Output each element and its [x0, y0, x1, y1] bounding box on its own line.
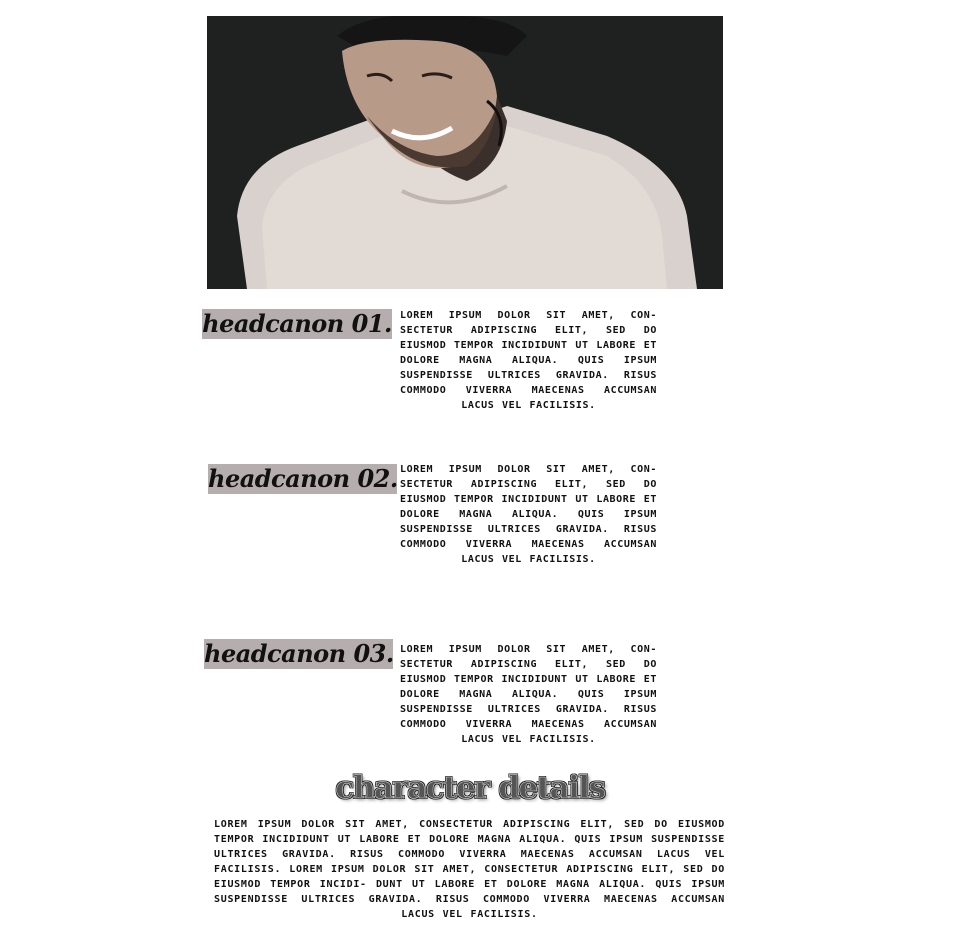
- headcanon-03-text: LOREM IPSUM DOLOR SIT AMET, CON- SECTETUR ADIPISCING ELIT, SED DO EIUSMOD TEMPOR INCIDIDUNT UT LABORE ET DOLORE MAGNA ALIQUA. QUIS IPSUM SUSPENDISSE ULTRICES GRAVIDA. RISUS COMMODO VIVERRA MAECENAS ACCUMSAN LACUS VEL FACILISIS.: [400, 644, 657, 745]
- headcanon-01-label: headcanon 01.: [202, 309, 392, 338]
- headcanon-03-label: headcanon 03.: [204, 639, 394, 668]
- character-details-title: character details: [335, 770, 605, 806]
- portrait-image: [207, 16, 723, 289]
- headcanon-01-text: LOREM IPSUM DOLOR SIT AMET, CON- SECTETUR ADIPISCING ELIT, SED DO EIUSMOD TEMPOR INCIDIDUNT UT LABORE ET DOLORE MAGNA ALIQUA. QUIS IPSUM SUSPENDISSE ULTRICES GRAVIDA. RISUS COMMODO VIVERRA MAECENAS ACCUMSAN LACUS VEL FACILISIS.: [400, 310, 657, 411]
- headcanon-02-label: headcanon 02.: [208, 464, 398, 493]
- character-details-text: LOREM IPSUM DOLOR SIT AMET, CONSECTETUR ADIPISCING ELIT, SED DO EIUSMOD TEMPOR INCIDIDUNT UT LABORE ET DOLORE MAGNA ALIQUA. QUIS IPSUM SUSPENDISSE ULTRICES GRAVIDA. RISUS COMMODO VIVERRA MAECENAS ACCUMSAN LACUS VEL FACILISIS. LOREM IPSUM DOLOR SIT AMET, CONSECTETUR ADIPISCING ELIT, SED DO EIUSMOD TEMPOR INCIDI- DUNT UT LABORE ET DOLORE MAGNA ALIQUA. QUIS IPSUM SUSPENDISSE ULTRICES GRAVIDA. RISUS COMMODO VIVERRA MAECENAS ACCUMSAN LACUS VEL FACILISIS.: [214, 819, 725, 920]
- headcanon-02-text: LOREM IPSUM DOLOR SIT AMET, CON- SECTETUR ADIPISCING ELIT, SED DO EIUSMOD TEMPOR INCIDIDUNT UT LABORE ET DOLORE MAGNA ALIQUA. QUIS IPSUM SUSPENDISSE ULTRICES GRAVIDA. RISUS COMMODO VIVERRA MAECENAS ACCUMSAN LACUS VEL FACILISIS.: [400, 464, 657, 565]
- header-photo: [207, 16, 723, 289]
